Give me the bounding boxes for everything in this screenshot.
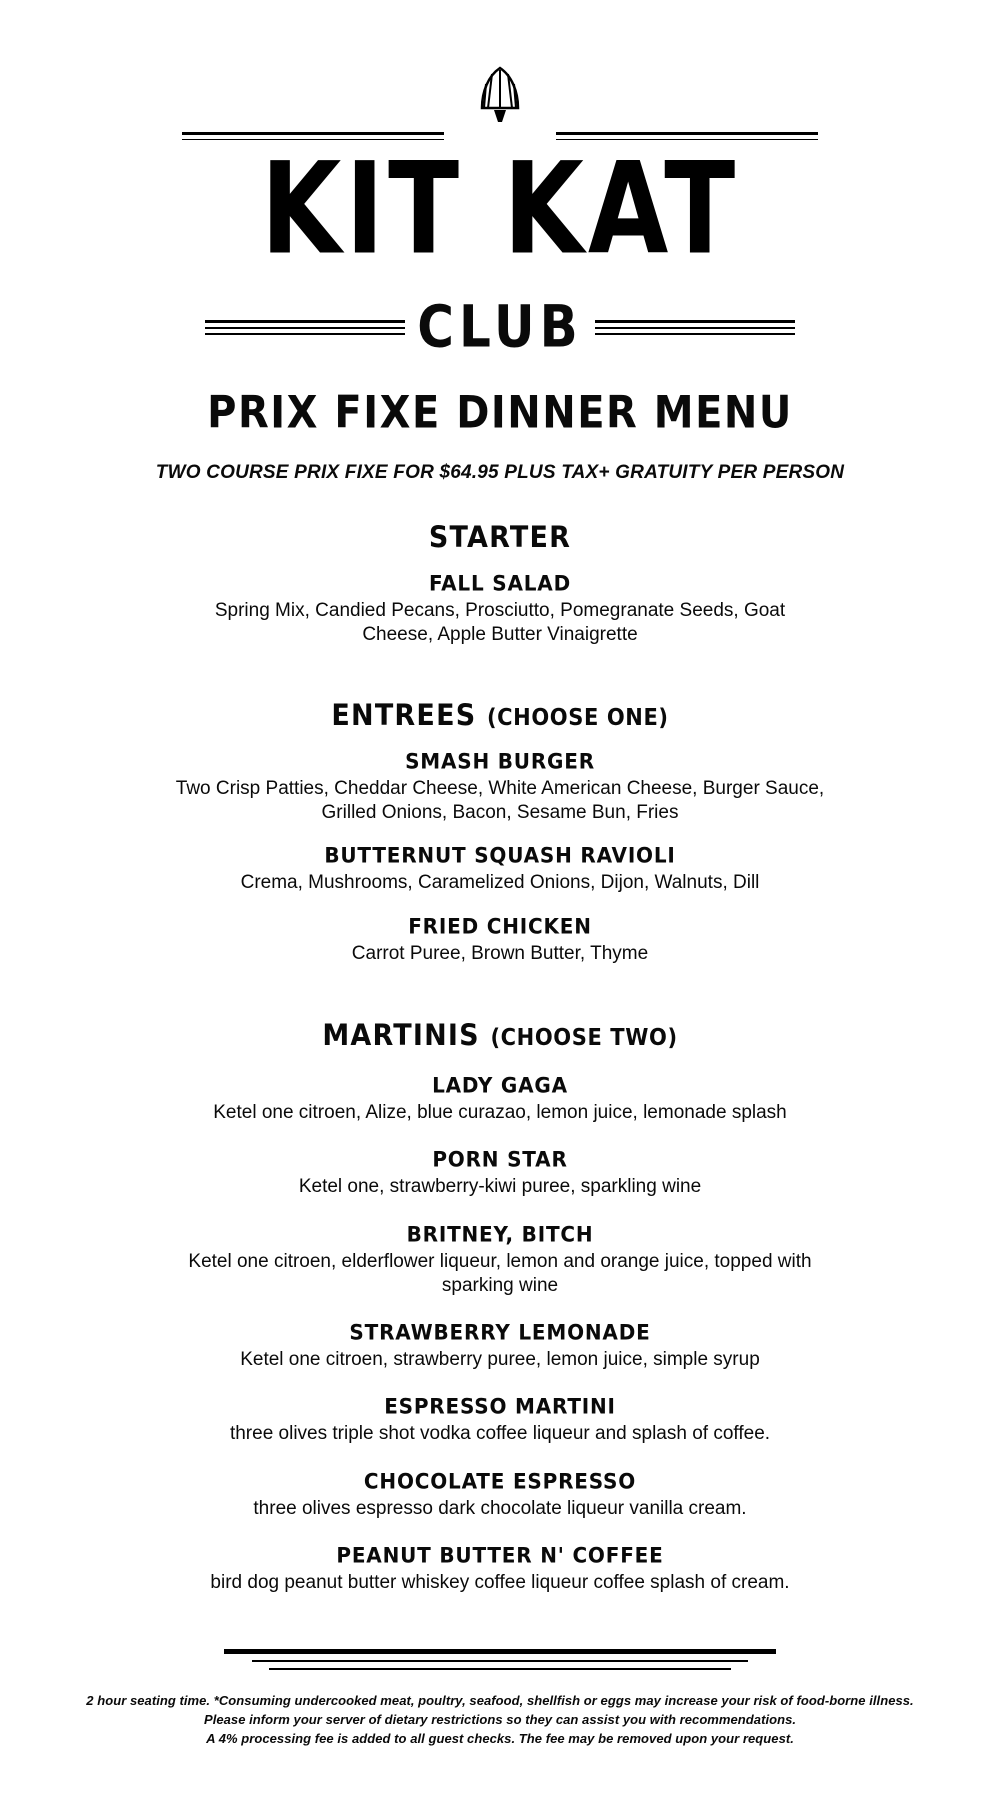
menu-item-description: Two Crisp Patties, Cheddar Cheese, White American Cheese, Burger Sauce, Grilled Onions, Bacon, Sesame Bun, Fries [175, 777, 825, 823]
menu-item [0, 1394, 1000, 1446]
menu-item [0, 1543, 1000, 1595]
section-heading-martinis-choose: (CHOOSE TWO) [490, 1023, 678, 1051]
menu-item-description: bird dog peanut butter whiskey coffee liqueur coffee splash of cream. [210, 1572, 790, 1594]
menu-item [0, 1073, 1000, 1125]
section-heading-martinis-label: MARTINIS [322, 1018, 480, 1053]
menu-item [0, 1222, 1000, 1299]
menu-item [0, 571, 1000, 648]
section-starter [0, 522, 1000, 648]
logo-wordmark: KIT KAT [260, 134, 740, 284]
menu-item [0, 914, 1000, 966]
menu-item-name: BUTTERNUT SQUASH RAVIOLI [324, 842, 676, 869]
menu-item-description: Spring Mix, Candied Pecans, Prosciutto, Pomegranate Seeds, Goat Cheese, Apple Butter Vinaigrette [214, 600, 786, 646]
menu-item-description: Ketel one, strawberry-kiwi puree, sparkling wine [298, 1176, 702, 1198]
menu-item-name: CHOCOLATE ESPRESSO [363, 1467, 637, 1494]
menu-item [0, 1469, 1000, 1521]
menu-item-description: Carrot Puree, Brown Butter, Thyme [351, 942, 649, 964]
footnote-line: Please inform your server of dietary restrictions so they can assist you with recommendations. [203, 1712, 797, 1728]
menu-item-description: Ketel one citroen, Alize, blue curazao, lemon juice, lemonade splash [213, 1101, 787, 1123]
brand-logo [0, 0, 1000, 361]
section-martinis [0, 1020, 1000, 1596]
footnote-line: A 4% processing fee is added to all guest checks. The fee may be removed upon your request. [206, 1731, 794, 1747]
menu-item-name: PEANUT BUTTER N' COFFEE [336, 1542, 664, 1569]
menu-item [0, 1320, 1000, 1372]
menu-item [0, 1147, 1000, 1199]
logo-club-word: CLUB [417, 293, 583, 361]
price-subtitle: TWO COURSE PRIX FIXE FOR $64.95 PLUS TAX+ GRATUITY PER PERSON [155, 462, 845, 483]
menu-item-name: PORN STAR [432, 1146, 568, 1173]
deco-rule-bottom [0, 1649, 1000, 1670]
menu-item [0, 843, 1000, 895]
section-entrees [0, 700, 1000, 966]
menu-item-name: BRITNEY, BITCH [406, 1220, 594, 1247]
menu-item-name: STRAWBERRY LEMONADE [349, 1319, 651, 1346]
section-heading-martinis [322, 1018, 677, 1052]
section-heading-starter: STARTER [428, 520, 572, 555]
deco-rule-right [595, 320, 795, 335]
deco-rule-left [205, 320, 405, 335]
menu-item-name: LADY GAGA [432, 1071, 568, 1098]
menu-item-name: ESPRESSO MARTINI [384, 1393, 616, 1420]
menu-item-description: Ketel one citroen, strawberry puree, lemon juice, simple syrup [240, 1349, 760, 1371]
footnote-line: 2 hour seating time. *Consuming undercooked meat, poultry, seafood, shellfish or eggs may increase your risk of food-borne illness. [86, 1693, 914, 1709]
menu-item-name: SMASH BURGER [405, 747, 595, 774]
menu-item-name: FRIED CHICKEN [408, 912, 592, 939]
footnotes [0, 1692, 1000, 1809]
menu-item-description: three olives triple shot vodka coffee liqueur and splash of coffee. [229, 1423, 771, 1445]
art-deco-fan-icon [0, 62, 1000, 130]
menu-item-description: Ketel one citroen, elderflower liqueur, lemon and orange juice, topped with sparking wine [188, 1250, 812, 1296]
menu-item [0, 749, 1000, 826]
menu-item-description: three olives espresso dark chocolate liqueur vanilla cream. [253, 1497, 747, 1519]
section-heading-entrees-choose: (CHOOSE ONE) [486, 703, 669, 730]
menu-item-description: Crema, Mushrooms, Caramelized Onions, Dijon, Walnuts, Dill [240, 872, 760, 894]
section-heading-entrees [331, 698, 668, 732]
logo-club-row [0, 293, 1000, 361]
menu-item-name: FALL SALAD [428, 570, 571, 596]
page-title: PRIX FIXE DINNER MENU [207, 387, 793, 439]
section-heading-entrees-label: ENTREES [331, 698, 477, 733]
